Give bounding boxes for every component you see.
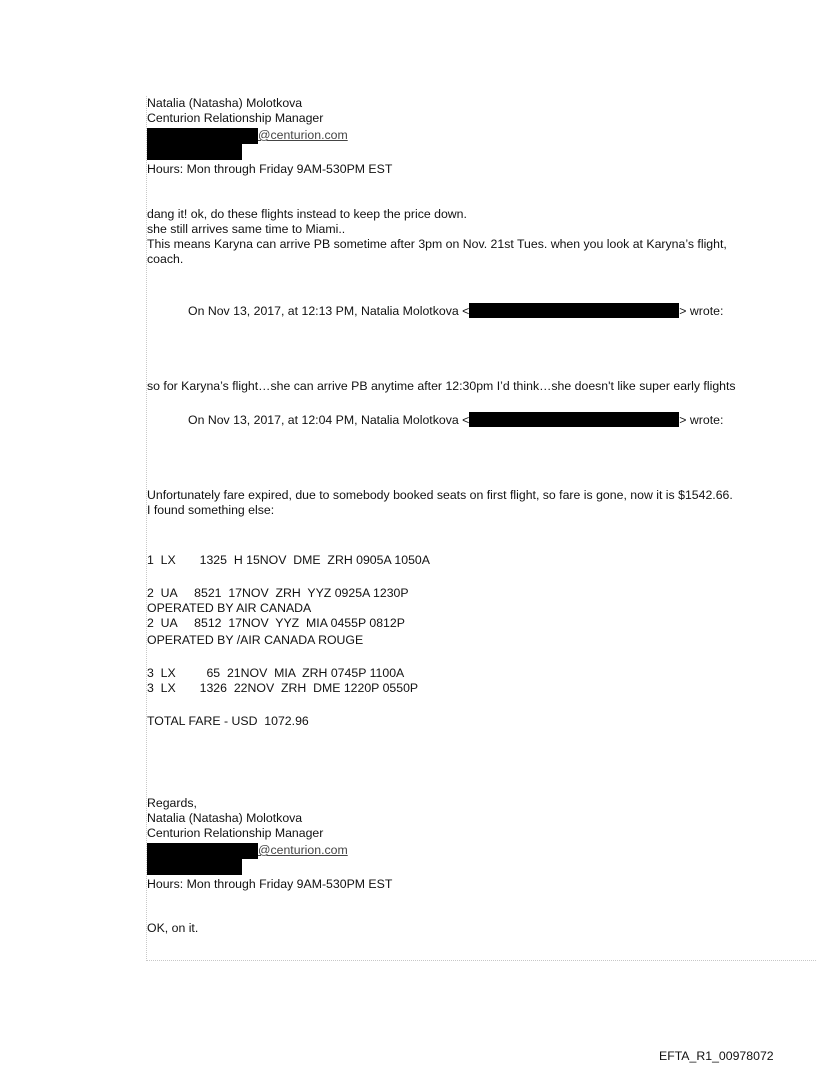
quote2-suffix: > wrote: bbox=[679, 413, 724, 427]
itinerary-seg2: 2 UA 8521 17NOV ZRH YYZ 0925A 1230P bbox=[147, 586, 409, 600]
itinerary-seg4: 3 LX 65 21NOV MIA ZRH 0745P 1100A bbox=[147, 666, 405, 680]
msg1-line2: she still arrives same time to Miami.. bbox=[147, 222, 346, 236]
msg1-line1: dang it! ok, do these flights instead to keep the price down. bbox=[147, 207, 467, 221]
sig2-regards: Regards, bbox=[147, 796, 197, 810]
itinerary-seg3-operator: OPERATED BY /AIR CANADA ROUGE bbox=[147, 633, 364, 647]
sig2-hours: Hours: Mon through Friday 9AM-530PM EST bbox=[147, 877, 393, 891]
quote1-prefix: On Nov 13, 2017, at 12:13 PM, Natalia Molotkova < bbox=[188, 304, 470, 318]
sig1-name: Natalia (Natasha) Molotkova bbox=[147, 96, 303, 110]
msg3-line2: I found something else: bbox=[147, 503, 275, 517]
itinerary-seg2-operator: OPERATED BY AIR CANADA bbox=[147, 601, 312, 615]
msg3-line1: Unfortunately fare expired, due to somebody booked seats on first flight, so fare is gone, now it is $1542.66. bbox=[147, 488, 733, 502]
redaction-box bbox=[147, 144, 242, 160]
redaction-box bbox=[147, 859, 242, 875]
msg4-line1: OK, on it. bbox=[147, 921, 199, 935]
quote1-suffix: > wrote: bbox=[679, 304, 724, 318]
itinerary-seg1: 1 LX 1325 H 15NOV DME ZRH 0905A 1050A bbox=[147, 553, 430, 567]
quote2-prefix: On Nov 13, 2017, at 12:04 PM, Natalia Molotkova < bbox=[188, 413, 470, 427]
sig1-email-link[interactable]: @centurion.com bbox=[258, 128, 348, 142]
itinerary-seg5: 3 LX 1326 22NOV ZRH DME 1220P 0550P bbox=[147, 681, 419, 695]
sig2-title: Centurion Relationship Manager bbox=[147, 826, 324, 840]
redaction-box bbox=[147, 843, 258, 859]
sig2-name: Natalia (Natasha) Molotkova bbox=[147, 811, 303, 825]
sig2-email-link[interactable]: @centurion.com bbox=[258, 843, 348, 857]
msg1-line4: coach. bbox=[147, 252, 184, 266]
itinerary-total: TOTAL FARE - USD 1072.96 bbox=[147, 714, 309, 728]
redaction-box bbox=[469, 412, 679, 427]
redaction-box bbox=[147, 128, 258, 144]
document-id: EFTA_R1_00978072 bbox=[659, 1049, 774, 1063]
email-thread bbox=[146, 96, 816, 961]
quote2-header bbox=[188, 412, 723, 428]
redaction-box bbox=[469, 303, 679, 318]
sig1-title: Centurion Relationship Manager bbox=[147, 111, 324, 125]
quote1-header bbox=[188, 303, 723, 319]
msg1-line3: This means Karyna can arrive PB sometime after 3pm on Nov. 21st Tues. when you look at Karyna’s flight, bbox=[147, 237, 727, 251]
msg2-line1: so for Karyna’s flight…she can arrive PB anytime after 12:30pm I’d think…she doesn't like super early flights bbox=[147, 379, 736, 393]
itinerary-seg3: 2 UA 8512 17NOV YYZ MIA 0455P 0812P bbox=[147, 616, 405, 630]
sig1-hours: Hours: Mon through Friday 9AM-530PM EST bbox=[147, 162, 393, 176]
